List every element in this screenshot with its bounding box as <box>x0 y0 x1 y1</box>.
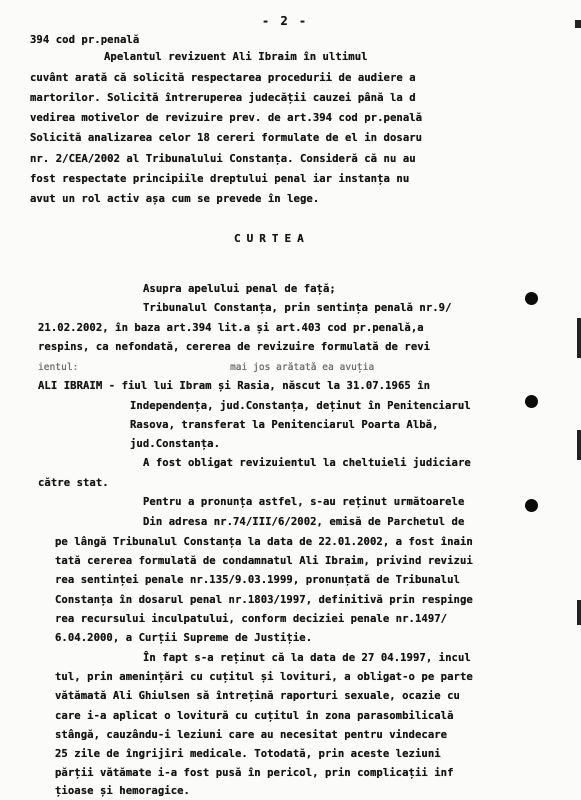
text-line: părții vătămate i-a fost pusă în pericol, prin complicații inf <box>55 767 454 779</box>
text-line: jud.Constanța. <box>130 438 220 450</box>
text-line: pe lângă Tribunalul Constanța la data de 22.01.2002, a fost înain <box>55 536 473 548</box>
scan-edge-mark <box>577 430 581 460</box>
text-line: A fost obligat revizuientul la cheltuieli judiciare <box>143 457 471 469</box>
punch-hole <box>525 395 538 408</box>
text-line: 394 cod pr.penală <box>30 34 140 46</box>
text-line: 6.04.2000, a Curții Supreme de Justiție. <box>55 632 313 644</box>
text-line: Asupra apelului penal de față; <box>143 283 336 295</box>
text-line: Solicită analizarea celor 18 cereri formulate de el in dosaru <box>30 132 423 144</box>
text-line: rea sentinței penale nr.135/9.03.1999, pronunțată de Tribunalul <box>55 574 460 586</box>
text-line: respins, ca nefondată, cererea de revizuire formulată de revi <box>38 341 431 353</box>
text-line: către stat. <box>38 477 109 489</box>
text-line: care i-a aplicat o lovitură cu cuțitul în zona parasombilicală <box>55 710 454 722</box>
text-line: stângă, cauzându-i leziuni care au necesitat pentru vindecare <box>55 729 448 741</box>
text-line: Tribunalul Constanța, prin sentința penală nr.9/ <box>143 302 452 314</box>
text-line: Pentru a pronunța astfel, s-au reținut următoarele <box>143 496 465 508</box>
punch-hole <box>525 499 538 512</box>
text-line: vedirea motivelor de revizuire prev. de art.394 cod pr.penală <box>30 112 423 124</box>
scan-edge-mark <box>577 318 581 358</box>
page-number: - 2 - <box>262 14 309 28</box>
text-line: Independența, jud.Constanța, deținut în Penitenciarul <box>130 400 471 412</box>
text-line: Din adresa nr.74/III/6/2002, emisă de Parchetul de <box>143 516 465 528</box>
faint-text-line: mai jos arătată ea avuția <box>230 362 375 373</box>
text-line: martorilor. Solicită întreruperea judecății cauzei până la d <box>30 92 416 104</box>
scan-edge-mark <box>577 600 581 625</box>
faint-text-line: ientul: <box>38 362 79 373</box>
text-line: fost respectate principiile dreptului penal iar instanța nu <box>30 173 410 185</box>
punch-hole <box>525 292 538 305</box>
text-line: ALI IBRAIM - fiul lui Ibram și Rasia, născut la 31.07.1965 în <box>38 380 431 392</box>
text-line: 21.02.2002, în baza art.394 lit.a și art.403 cod pr.penală,a <box>38 322 424 334</box>
text-line: țioase și hemoragice. <box>55 785 190 797</box>
text-line: rea recursului inculpatului, conform deciziei penale nr.1497/ <box>55 613 448 625</box>
text-line: În fapt s-a reținut că la data de 27 04.1997, incul <box>143 652 471 664</box>
scan-edge-mark <box>575 20 581 28</box>
text-line: 25 zile de îngrijiri medicale. Totodată, prin aceste leziuni <box>55 748 441 760</box>
text-line: nr. 2/CEA/2002 al Tribunalului Constanța. Consideră că nu au <box>30 153 416 165</box>
text-line: Apelantul revizuent Ali Ibraim în ultimul <box>104 51 368 63</box>
text-line: avut un rol activ așa cum se prevede în lege. <box>30 193 320 205</box>
text-line: tată cererea formulată de condamnatul Ali Ibraim, privind revizui <box>55 555 473 567</box>
text-line: Rasova, transferat la Penitenciarul Poarta Albă, <box>130 419 439 431</box>
text-line: Constanța în dosarul penal nr.1803/1997, definitivă prin respinge <box>55 594 473 606</box>
section-heading: CURTEA <box>234 232 310 245</box>
text-line: vătămată Ali Ghiulsen să întrețină raporturi sexuale, ocazie cu <box>55 690 460 702</box>
text-line: tul, prin amenințări cu cuțitul și lovituri, a obligat-o pe parte <box>55 671 473 683</box>
text-line: cuvânt arată că solicită respectarea procedurii de audiere a <box>30 72 416 84</box>
